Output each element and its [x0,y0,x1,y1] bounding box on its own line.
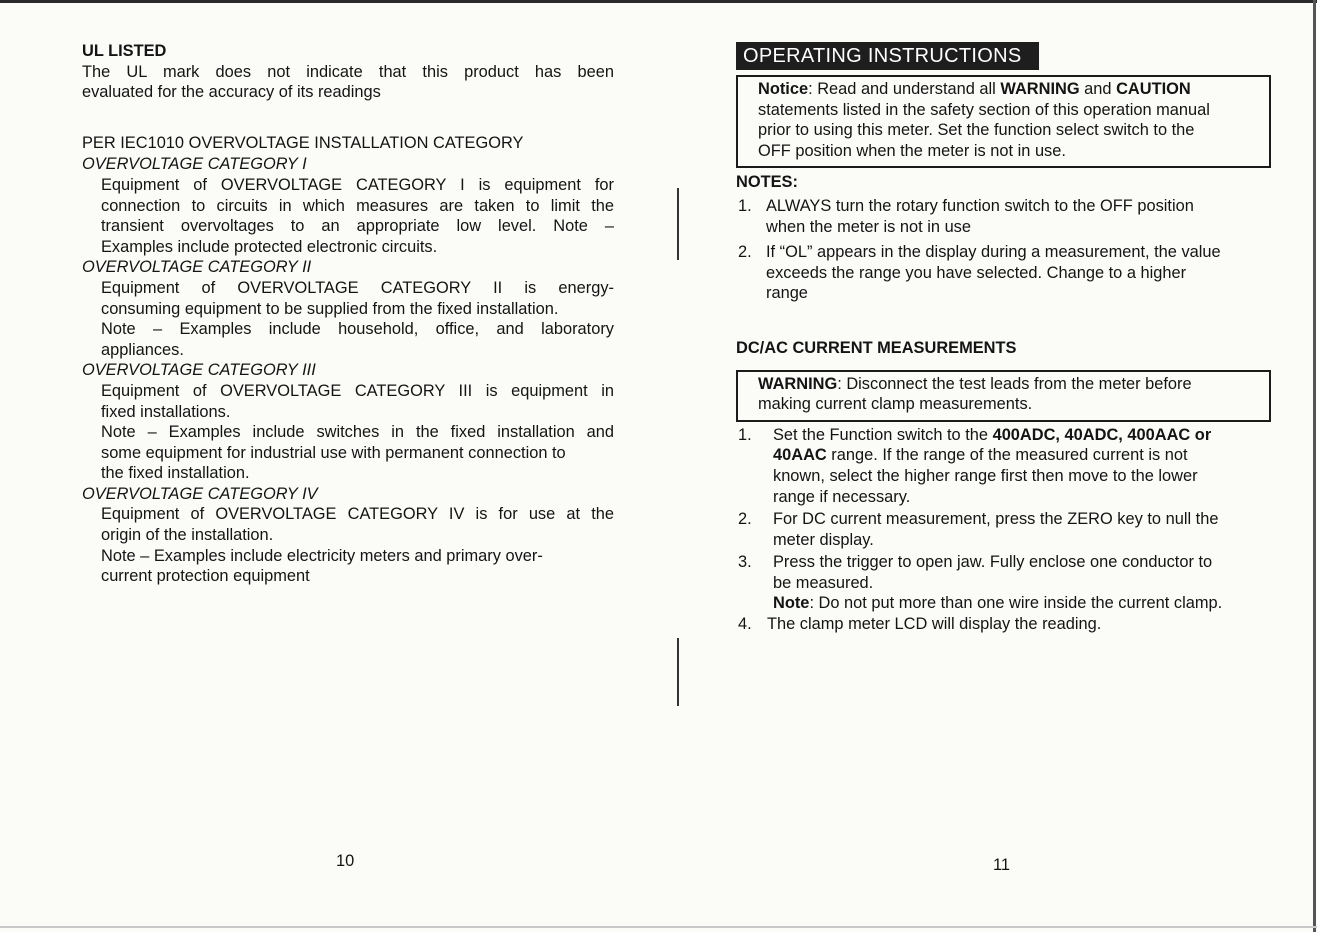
notice-label: Notice [758,80,809,98]
category-title: OVERVOLTAGE CATEGORY II [82,258,312,277]
category-title: OVERVOLTAGE CATEGORY III [82,361,316,380]
step-item: 1. Set the Function switch to the 400ADC, 40ADC, 400AAC or 40AAC range. If the range of the measured current is not known, select the higher range first then move to the lower range if necessary. [736,425,1271,507]
step-line: known, select the higher range first then move to the lower [773,466,1198,485]
category-title: OVERVOLTAGE CATEGORY I [82,155,307,174]
notice-line: statements listed in the safety section of this operation manual [758,100,1210,119]
notice-box [736,75,1271,168]
body-line: some equipment for industrial use with permanent connection to [101,443,566,462]
category-body [82,381,614,484]
page-number-right: 11 [993,856,1011,874]
category-body [82,278,614,360]
per-iec-heading: PER IEC1010 OVERVOLTAGE INSTALLATION CATEGORY [82,133,524,152]
category-body [82,504,614,586]
ul-listed-heading: UL LISTED [82,42,167,60]
notice-line-1: Notice: Read and understand all WARNING and CAUTION [758,80,1191,98]
page-number-left: 10 [336,852,355,870]
step-line: range if necessary. [773,487,911,506]
body-line: connection to circuits in which measures are taken to limit the [101,196,614,215]
body-line: fixed installations. [101,402,231,421]
step-item: 3. Press the trigger to open jaw. Fully enclose one conductor to be measured. Note: Do not put more than one wire inside the current clamp. [736,552,1271,614]
warning-word: WARNING [1000,80,1080,98]
step-line: The clamp meter LCD will display the reading. [767,615,1102,634]
dc-ac-heading: DC/AC CURRENT MEASUREMENTS [736,338,1017,357]
warning-line-2: making current clamp measurements. [758,395,1033,414]
warning-line-1: WARNING: Disconnect the test leads from the meter before [758,374,1192,393]
caution-word: CAUTION [1116,80,1191,98]
step-line: meter display. [773,530,874,549]
body-line: consuming equipment to be supplied from the fixed installation. [101,299,559,318]
body-line: current protection equipment [101,567,310,586]
right-page-content [736,42,1271,635]
notice-line: prior to using this meter. Set the function select switch to the [758,121,1195,140]
body-line: Equipment of OVERVOLTAGE CATEGORY IV is for use at the [101,505,614,524]
warning-label: WARNING [758,374,838,393]
body-line: Examples include protected electronic circuits. [101,237,438,256]
step-note: Note: Do not put more than one wire inside the current clamp. [773,594,1223,613]
body-line: Equipment of OVERVOLTAGE CATEGORY I is equipment for [101,175,614,194]
note-item: 2. If “OL” appears in the display during a measurement, the value exceeds the range you have selected. Change to a higher range [738,243,1221,303]
ul-text-line: evaluated for the accuracy of its readings [82,83,381,102]
step-line: For DC current measurement, press the ZERO key to null the [773,510,1219,529]
body-line: Equipment of OVERVOLTAGE CATEGORY III is equipment in [101,381,614,400]
body-line: Note – Examples include electricity meters and primary over- [101,546,543,565]
body-line: Equipment of OVERVOLTAGE CATEGORY II is energy- [101,278,614,297]
left-page-content [82,41,614,587]
notes-heading: NOTES: [736,173,798,192]
body-line: transient overvoltages to an appropriate low level. Note – [101,217,614,236]
step-item: 2. For DC current measurement, press the ZERO key to null the meter display. [736,509,1271,550]
category-title: OVERVOLTAGE CATEGORY IV [82,484,318,503]
body-line: the fixed installation. [101,464,250,483]
body-line: origin of the installation. [101,526,274,545]
bottom-edge [0,926,1317,928]
body-line: appliances. [101,340,184,359]
step-line: 40AAC range. If the range of the measured current is not [773,446,1188,465]
page-11 [676,0,1317,932]
notice-line: OFF position when the meter is not in use. [758,141,1066,160]
step-item: 4. The clamp meter LCD will display the reading. [736,614,1271,635]
warning-box [736,370,1271,422]
step-line: Press the trigger to open jaw. Fully enclose one conductor to [773,553,1213,572]
ul-text-line: The UL mark does not indicate that this product has been [82,62,614,81]
category-body [82,175,614,257]
step-line: Set the Function switch to the 400ADC, 40ADC, 400AAC or [773,425,1212,444]
operating-instructions-title: OPERATING INSTRUCTIONS [736,42,1039,70]
body-line: Note – Examples include household, office, and laboratory [101,320,614,339]
note-item: 1. ALWAYS turn the rotary function switch to the OFF position when the meter is not in use [738,196,1194,236]
right-edge [1313,0,1316,932]
step-line: be measured. [773,573,874,592]
body-line: Note – Examples include switches in the fixed installation and [101,423,614,442]
